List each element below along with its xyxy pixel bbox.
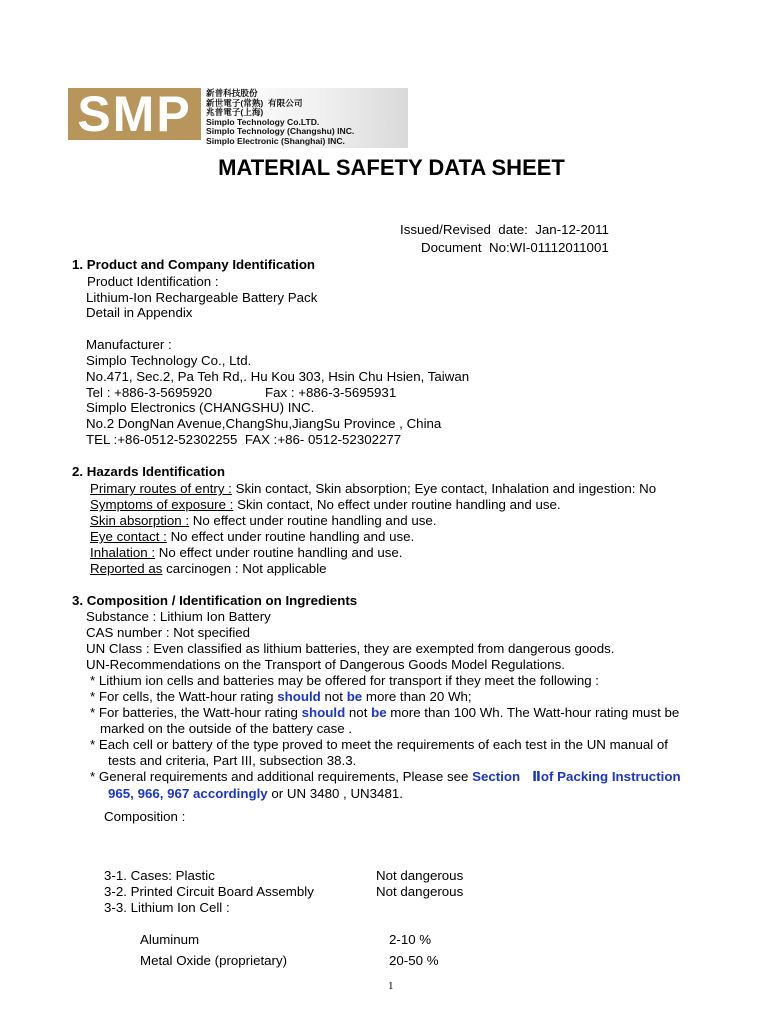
logo-company-names	[206, 89, 354, 147]
bullet-text: not	[345, 705, 372, 720]
logo-line: 新普科技股份	[206, 88, 258, 98]
bullet-text: * For batteries, the Watt-hour rating	[90, 705, 302, 720]
bullet-continuation: tests and criteria, Part III, subsection 38.3.	[108, 753, 357, 768]
logo-line: 兆普電子(上海)	[206, 107, 264, 118]
hazard-text: No effect under routine handling and use.	[166, 529, 415, 544]
hazard-label: Inhalation :	[90, 545, 156, 560]
product-name: Lithium-Ion Rechargeable Battery Pack	[86, 290, 318, 305]
bullet-continuation	[108, 786, 403, 802]
page-number: 1	[388, 980, 394, 992]
company-name: Simplo Technology Co., Ltd.	[86, 353, 252, 368]
bullet-text: not	[320, 689, 347, 704]
product-detail: Detail in Appendix	[86, 305, 193, 320]
company-tel-fax: TEL :+86-0512-52302255 FAX :+86- 0512-52302277	[86, 432, 402, 447]
material-percentage: 20-50 %	[389, 953, 439, 968]
emphasis-text: should	[301, 705, 346, 720]
substance: Substance : Lithium Ion Battery	[86, 609, 271, 624]
hazard-text: Skin contact, Skin absorption; Eye contact, Inhalation and ingestion: No	[231, 481, 657, 496]
hazard-label: Primary routes of entry :	[90, 481, 232, 496]
emphasis-text: 965, 966, 967 accordingly	[108, 786, 268, 801]
logo-brand-text: SMP	[77, 86, 192, 142]
hazard-item	[90, 561, 327, 577]
bullet-text: * For cells, the Watt-hour rating	[90, 689, 278, 704]
issued-date: Issued/Revised date: Jan-12-2011	[400, 222, 609, 237]
hazard-label: Skin absorption :	[90, 513, 190, 528]
company-name: Simplo Electronics (CHANGSHU) INC.	[86, 400, 315, 415]
component-name: 3-3. Lithium Ion Cell :	[104, 900, 230, 915]
section-heading: 1. Product and Company Identification	[72, 257, 316, 272]
bullet-item: * Each cell or battery of the type proved to meet the requirements of each test in the UN manual of	[90, 737, 668, 752]
company-address: No.2 DongNan Avenue,ChangShu,JiangSu Province , China	[86, 416, 442, 431]
document-number: Document No:WI-01112011001	[421, 240, 609, 255]
product-id-label: Product Identification :	[87, 274, 219, 289]
bullet-text: more than 100 Wh. The Watt-hour rating must be	[386, 705, 680, 720]
hazard-label: Reported as	[90, 561, 163, 576]
material-percentage: 2-10 %	[389, 932, 432, 947]
bullet-text: * General requirements and additional requirements, Please see	[90, 769, 473, 784]
emphasis-text: be	[371, 705, 387, 720]
component-value: Not dangerous	[376, 868, 464, 883]
un-class: UN Class : Even classified as lithium batteries, they are exempted from dangerous goods.	[86, 641, 615, 656]
company-logo	[68, 88, 201, 140]
hazard-item	[90, 497, 561, 513]
emphasis-text: Ⅱof Packing Instruction	[532, 769, 681, 784]
hazard-item	[90, 513, 436, 529]
logo-line: Simplo Electronic (Shanghai) INC.	[206, 135, 345, 146]
hazard-text: carcinogen : Not applicable	[162, 561, 327, 576]
hazard-item	[90, 545, 402, 561]
document-title: MATERIAL SAFETY DATA SHEET	[218, 155, 565, 180]
company-tel: Tel : +886-3-5695920	[86, 385, 213, 400]
hazard-text: Skin contact, No effect under routine handling and use.	[233, 497, 561, 512]
un-recommendations: UN-Recommendations on the Transport of Dangerous Goods Model Regulations.	[86, 657, 565, 672]
bullet-item	[90, 769, 681, 785]
material-name: Metal Oxide (proprietary)	[140, 953, 288, 968]
logo-line: Simplo Technology (Changshu) INC.	[206, 126, 355, 137]
component-name: 3-1. Cases: Plastic	[104, 868, 215, 883]
section-heading: 3. Composition / Identification on Ingredients	[72, 593, 358, 608]
bullet-item: * Lithium ion cells and batteries may be offered for transport if they meet the following :	[90, 673, 599, 688]
manufacturer-label: Manufacturer :	[86, 337, 172, 352]
company-address: No.471, Sec.2, Pa Teh Rd,. Hu Kou 303, Hsin Chu Hsien, Taiwan	[86, 369, 470, 384]
bullet-text: more than 20 Wh;	[362, 689, 472, 704]
section-heading: 2. Hazards Identification	[72, 464, 225, 479]
bullet-continuation: marked on the outside of the battery case .	[100, 721, 353, 736]
logo-line: 新世電子(常熟) 有限公司	[206, 97, 303, 108]
hazard-text: No effect under routine handling and use.	[155, 545, 403, 560]
emphasis-text: Section	[472, 769, 521, 784]
hazard-label: Eye contact :	[90, 529, 167, 544]
hazard-item	[90, 529, 414, 545]
emphasis-text: should	[277, 689, 321, 704]
hazard-item	[90, 481, 656, 497]
hazard-label: Symptoms of exposure :	[90, 497, 234, 512]
logo-line: Simplo Technology Co.LTD.	[206, 116, 320, 127]
company-fax: Fax : +886-3-5695931	[265, 385, 397, 400]
cas-number: CAS number : Not specified	[86, 625, 251, 640]
component-name: 3-2. Printed Circuit Board Assembly	[104, 884, 314, 899]
component-value: Not dangerous	[376, 884, 464, 899]
material-name: Aluminum	[140, 932, 200, 947]
bullet-item	[90, 689, 472, 705]
bullet-text: or UN 3480 , UN3481.	[267, 786, 403, 801]
bullet-item	[90, 705, 679, 721]
hazard-text: No effect under routine handling and use.	[189, 513, 437, 528]
emphasis-text: be	[346, 689, 363, 704]
composition-label: Composition :	[104, 809, 186, 824]
